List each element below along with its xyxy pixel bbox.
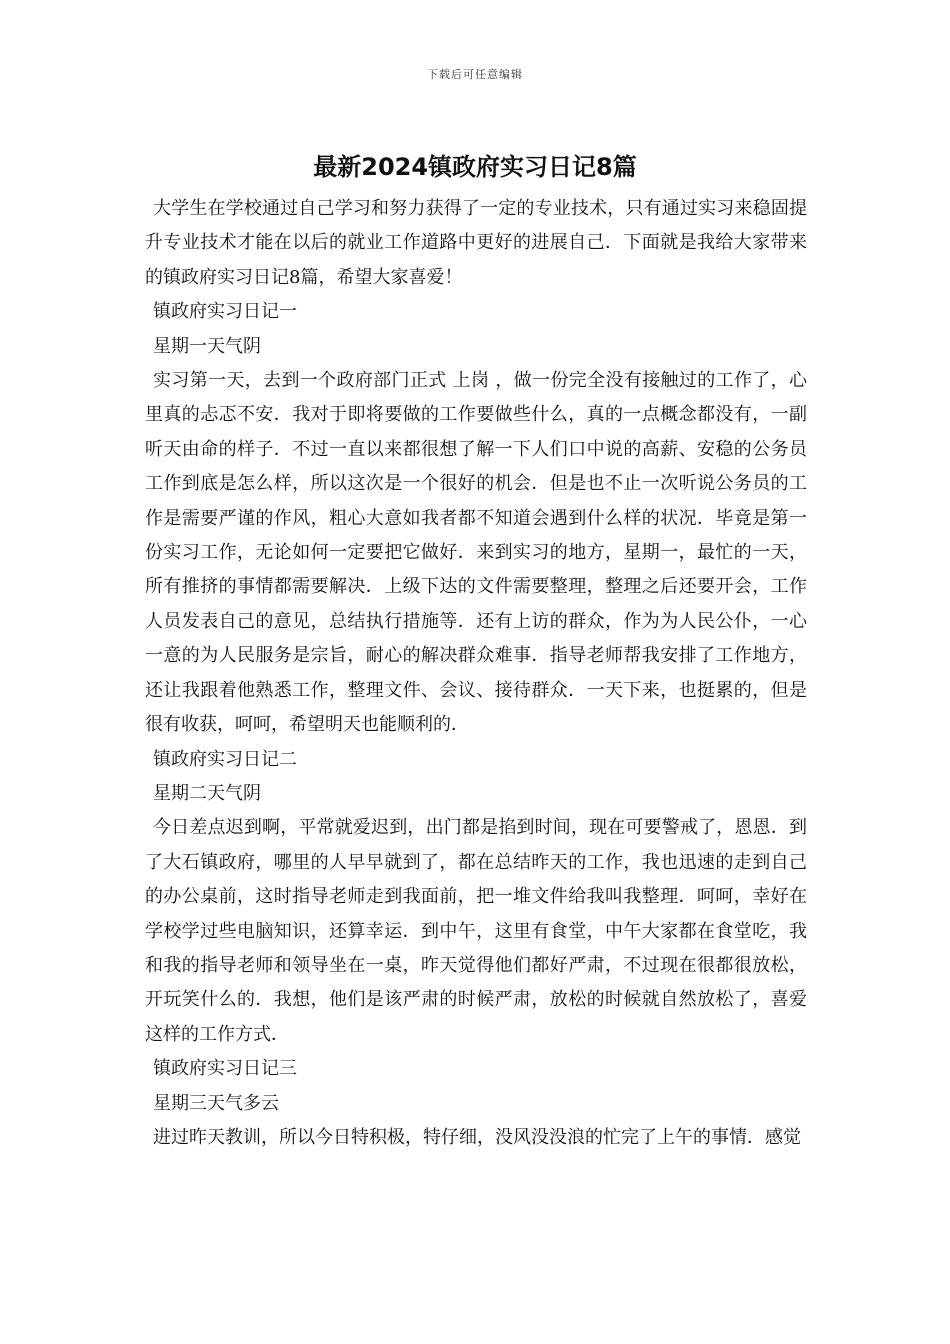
document-body	[145, 192, 807, 1155]
diary-date-2: 星期二天气阴	[153, 782, 261, 804]
diary-heading-3: 镇政府实习日记三	[153, 1058, 297, 1080]
document-title: 最新2024镇政府实习日记8篇	[313, 153, 637, 181]
diary-heading-2: 镇政府实习日记二	[153, 748, 297, 770]
diary-entry-2: 今日差点迟到啊，平常就爱迟到，出门都是掐到时间，现在可要警戒了，恩恩．到了大石镇政府，哪里的人早早就到了，都在总结昨天的工作，我也迅速的走到自己的办公桌前，这时指导老师走到我面前，把一堆文件给我叫我整理．呵呵，幸好在学校学过些电脑知识，还算幸运．到中午，这里有食堂，中午大家都在食堂吃，我和我的指导老师和领导坐在一桌，昨天觉得他们都好严肃，不过现在很都很放松，开玩笑什么的．我想，他们是该严肃的时候严肃，放松的时候就自然放松了，喜爱这样的工作方式．	[145, 817, 807, 1045]
diary-date-3: 星期三天气多云	[153, 1092, 279, 1114]
header-note: 下载后可任意编辑	[427, 68, 523, 81]
diary-entry-1: 实习第一天，去到一个政府部门正式 上岗 ，做一份完全没有接触过的工作了，心里真的忐忑不安．我对于即将要做的工作要做些什么，真的一点概念都没有，一副听天由命的样子．不过一直以来都很想了解一下人们口中说的高薪、安稳的公务员工作到底是怎么样，所以这次是一个很好的机会．但是也不止一次听说公务员的工作是需要严谨的作风，粗心大意如我者都不知道会遇到什么样的状况．毕竟是第一份实习工作，无论如何一定要把它做好．来到实习的地方，星期一，最忙的一天，所有推挤的事情都需要解决．上级下达的文件需要整理，整理之后还要开会，工作人员发表自己的意见，总结执行措施等．还有上访的群众，作为为人民公仆，一心一意的为人民服务是宗旨，耐心的解决群众难事．指导老师帮我安排了工作地方，还让我跟着他熟悉工作，整理文件、会议、接待群众．一天下来，也挺累的，但是很有收获，呵呵，希望明天也能顺利的．	[145, 370, 807, 736]
intro-paragraph: 大学生在学校通过自己学习和努力获得了一定的专业技术，只有通过实习来稳固提升专业技术才能在以后的就业工作道路中更好的进展自己．下面就是我给大家带来的镇政府实习日记8篇，希望大家喜爱！	[145, 198, 807, 288]
diary-entry-3: 进过昨天教训，所以今日特积极，特仔细，没风没没浪的忙完了上午的事情．感觉	[153, 1126, 801, 1148]
diary-heading-1: 镇政府实习日记一	[153, 301, 297, 323]
diary-date-1: 星期一天气阴	[153, 335, 261, 357]
